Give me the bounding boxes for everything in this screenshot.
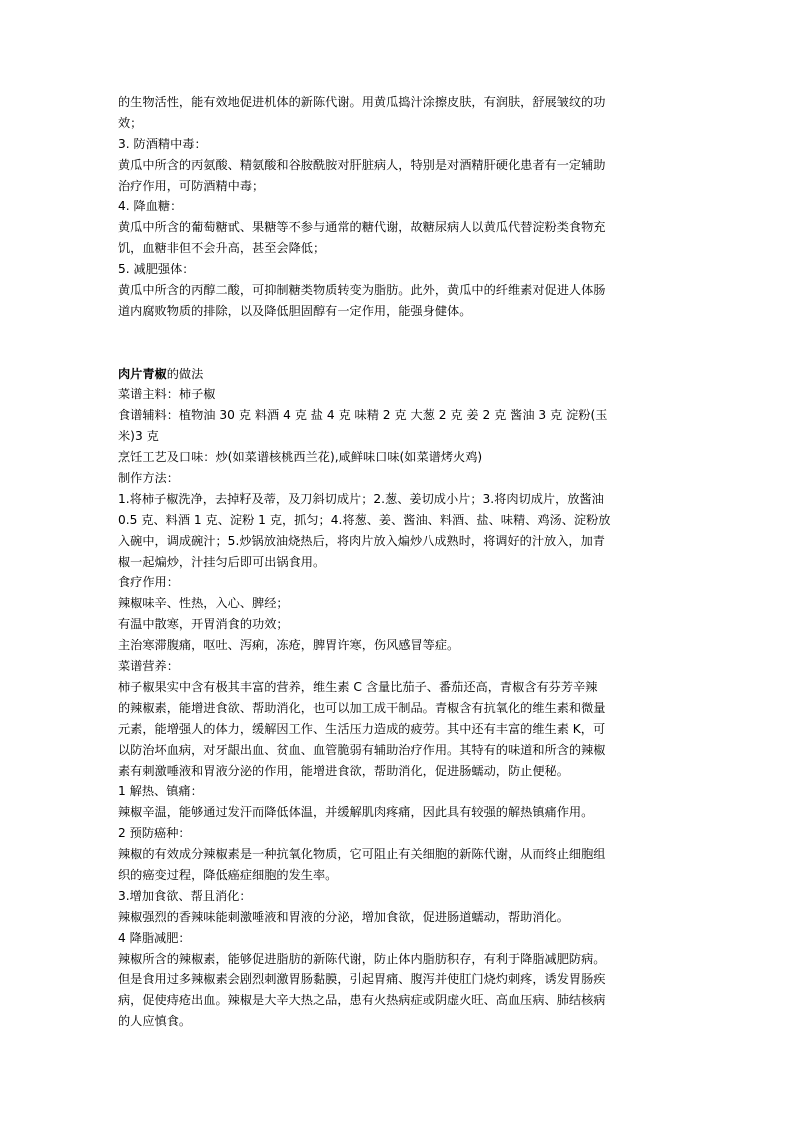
text-line: 的生物活性，能有效地促进机体的新陈代谢。用黄瓜捣汁涂擦皮肤，有润肤，舒展皱纹的功 [118,95,606,109]
cucumber-benefits-section [118,92,678,322]
text-line: 柿子椒果实中含有极其丰富的营养，维生素 C 含量比茄子、番茄还高，青椒含有芬芳辛辣 [118,679,598,694]
text-line: 辣椒所含的辣椒素，能够促进脂肪的新陈代谢，防止体内脂肪积存，有利于降脂减肥防病。 [118,951,606,966]
text-line: 菜谱主料：柿子椒 [118,387,216,402]
text-line: 的人应慎食。 [118,1014,192,1029]
text-line: 织的癌变过程，降低癌症细胞的发生率。 [118,867,338,882]
text-line: 道内腐败物质的排除，以及降低胆固醇有一定作用，能强身健体。 [118,303,472,318]
text-line: 1.将柿子椒洗净，去掉籽及蒂，及刀斜切成片；2.葱、姜切成小片；3.将肉切成片，放酱油 [118,491,604,506]
text-line: 辣椒辛温，能够通过发汗而降低体温，并缓解肌肉疼痛，因此具有较强的解热镇痛作用。 [118,805,594,820]
text-line: 饥，血糖非但不会升高，甚至会降低； [118,241,326,256]
text-line: 以防治坏血病，对牙龈出血、贫血、血管脆弱有辅助治疗作用。其特有的味道和所含的辣椒 [118,742,606,757]
text-line: 主治寒滞腹痛，呕吐、泻痢，冻疮，脾胃许寒，伤风感冒等症。 [118,638,460,653]
recipe-title-suffix: 的做法 [166,366,204,381]
blank-line [118,343,678,364]
text-line: 入碗中，调成碗汁；5.炒锅放油烧热后，将肉片放入煸炒八成熟时，将调好的汁放入，加青 [118,533,605,548]
text-line: 治疗作用，可防酒精中毒； [118,178,265,193]
text-line: 但是食用过多辣椒素会剧烈刺激胃肠黏膜，引起胃痛、腹泻并使肛门烧灼刺疼，诱发胃肠疾 [118,972,606,987]
section-heading: 1 解热、镇痛： [118,784,203,799]
text-line: 烹饪工艺及口味：炒(如菜谱核桃西兰花),咸鲜味口味(如菜谱烤火鸡) [118,450,483,465]
recipe-section [118,384,678,1032]
text-line: 辣椒味辛、性热，入心、脾经； [118,596,289,611]
text-line: 有温中散寒，开胃消食的功效； [118,617,289,632]
text-line: 食谱辅料：植物油 30 克 料酒 4 克 盐 4 克 味精 2 克 大葱 2 克 姜 2 克 酱油 3 克 淀粉(玉 [118,408,608,423]
text-line: 辣椒强烈的香辣味能刺激唾液和胃液的分泌，增加食欲，促进肠道蠕动，帮助消化。 [118,909,569,924]
text-line: 的辣椒素，能增进食欲、帮助消化，也可以加工成干制品。青椒含有抗氧化的维生素和微量 [118,700,606,715]
text-line: 黄瓜中所含的丙醇二酸，可抑制糖类物质转变为脂肪。此外，黄瓜中的纤维素对促进人体肠 [118,283,606,298]
text-line: 椒一起煸炒，汁挂匀后即可出锅食用。 [118,554,326,569]
text-line: 元素，能增强人的体力，缓解因工作、生活压力造成的疲劳。其中还有丰富的维生素 K，可 [118,721,606,736]
section-heading: 3. 防酒精中毒： [118,136,207,151]
text-line: 0.5 克、料酒 1 克、淀粉 1 克，抓匀；4.将葱、姜、酱油、料酒、盐、味精、鸡汤、淀粉放 [118,512,611,527]
section-heading: 5. 减肥强体： [118,262,195,277]
document-page [118,92,678,1032]
text-line: 效； [118,115,143,130]
section-heading: 4 降脂减肥： [118,930,191,945]
recipe-title-bold: 肉片青椒 [118,366,167,381]
section-heading: 菜谱营养： [118,659,179,674]
section-heading: 食疗作用： [118,575,179,590]
section-heading: 制作方法： [118,471,179,486]
blank-line [118,322,678,343]
text-line: 米)3 克 [118,429,159,444]
text-line: 辣椒的有效成分辣椒素是一种抗氧化物质，它可阻止有关细胞的新陈代谢，从而终止细胞组 [118,847,606,862]
text-line: 黄瓜中所含的葡萄糖甙、果糖等不参与通常的糖代谢，故糖尿病人以黄瓜代替淀粉类食物充 [118,220,606,235]
section-heading: 2 预防癌种： [118,826,191,841]
text-line: 病，促使痔疮出血。辣椒是大辛大热之品，患有火热病症或阴虚火旺、高血压病、肺结核病 [118,993,606,1008]
recipe-title [118,364,678,385]
section-heading: 4. 降血糖： [118,199,183,214]
section-heading: 3.增加食欲、帮且消化： [118,888,252,903]
text-line: 黄瓜中所含的丙氨酸、精氨酸和谷胺酰胺对肝脏病人，特别是对酒精肝硬化患者有一定辅助 [118,157,606,172]
text-line: 素有刺激唾液和胃液分泌的作用，能增进食欲，帮助消化，促进肠蠕动，防止便秘。 [118,763,569,778]
